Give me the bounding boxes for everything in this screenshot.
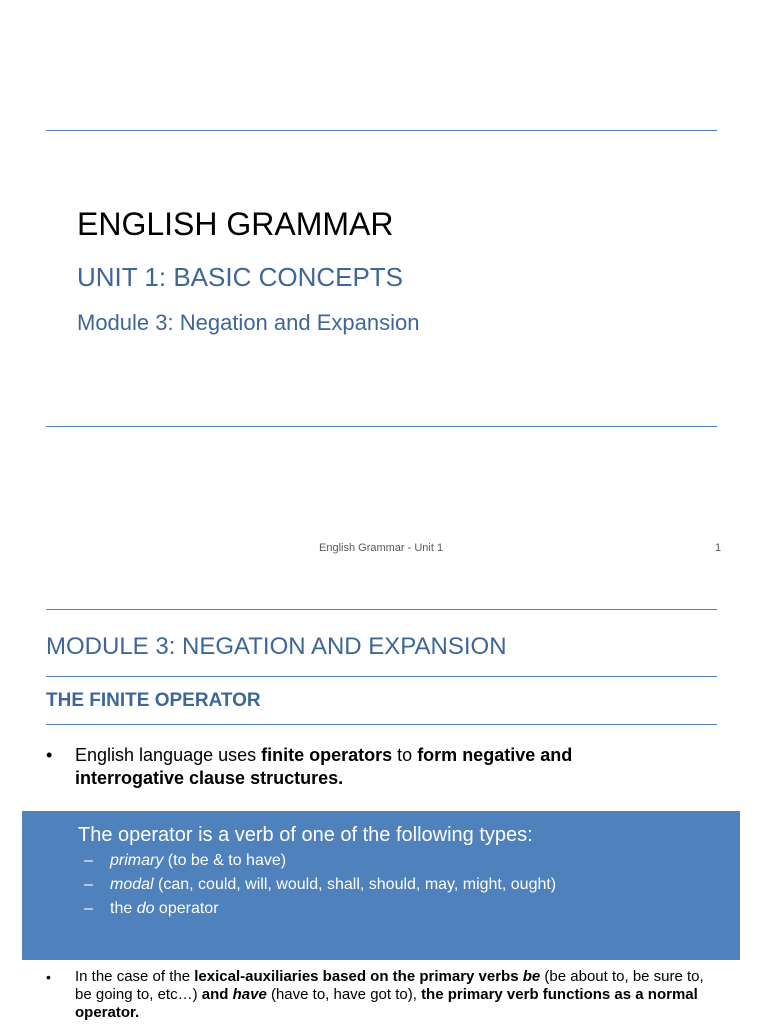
text-run: operator — [154, 900, 219, 917]
bullet-icon: • — [46, 745, 53, 765]
italic-run: primary — [110, 852, 164, 869]
text-run: (to be & to have) — [163, 852, 287, 869]
text-run: In the case of the — [75, 968, 195, 985]
box-heading: The operator is a verb of one of the following types: — [78, 824, 533, 846]
slide-title: ENGLISH GRAMMAR — [77, 206, 394, 242]
bold-run: and — [201, 986, 233, 1003]
bold-run: form negative and interrogative clause structures. — [75, 745, 573, 788]
unit-heading: UNIT 1: BASIC CONCEPTS — [77, 262, 404, 292]
bold-italic-run: be — [522, 968, 541, 985]
operator-types-box — [22, 811, 740, 960]
dash-icon: – — [84, 900, 93, 917]
bold-italic-run: have — [232, 986, 267, 1003]
italic-run: modal — [110, 876, 154, 893]
bottom-divider — [46, 426, 717, 427]
bullet-icon: • — [46, 969, 51, 985]
bullet-text — [75, 968, 706, 1022]
sub-item — [84, 900, 219, 918]
title-divider — [46, 676, 717, 677]
text-run: the — [110, 900, 137, 917]
subtitle-divider — [46, 724, 717, 725]
module-heading: Module 3: Negation and Expansion — [77, 310, 420, 335]
bullet-item — [46, 968, 706, 1022]
top-divider — [46, 130, 717, 131]
page-number: 1 — [715, 542, 722, 554]
slide2-top-divider — [46, 609, 717, 610]
italic-run: do — [136, 900, 155, 917]
dash-icon: – — [84, 852, 93, 869]
sub-item — [84, 876, 556, 894]
footer-text: English Grammar - Unit 1 — [319, 542, 444, 554]
text-run: English language uses — [75, 745, 262, 765]
slide2-title: MODULE 3: NEGATION AND EXPANSION — [46, 633, 507, 660]
bold-run: lexical-auxiliaries based on the primary verbs — [194, 968, 523, 985]
bold-run: finite operators — [261, 745, 393, 765]
bullet-item — [46, 744, 686, 790]
text-run: (can, could, will, would, shall, should, may, might, ought) — [153, 876, 557, 893]
bullet-text — [75, 744, 686, 790]
text-run: to — [392, 745, 418, 765]
dash-icon: – — [84, 876, 93, 893]
sub-item — [84, 852, 286, 870]
text-run: (be about to, be sure to, be going to, etc…) — [75, 968, 704, 1003]
section-subtitle: THE FINITE OPERATOR — [46, 690, 261, 711]
bold-run: the primary verb functions as a normal operator. — [75, 986, 698, 1021]
text-run: (have to, have got to), — [266, 986, 422, 1003]
